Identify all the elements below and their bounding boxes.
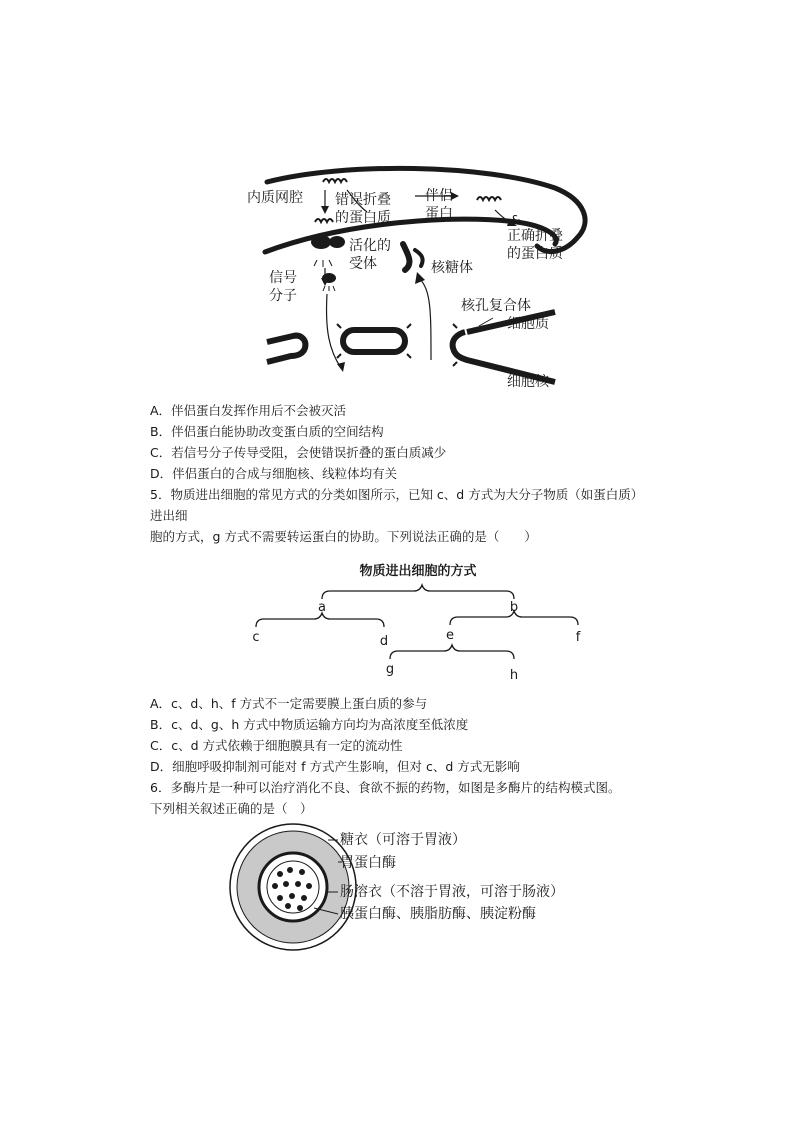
tree-node-b: b: [509, 600, 519, 615]
q6-stem-2: 下列相关叙述正确的是（ ）: [150, 801, 313, 816]
label-signal-2: 分子: [269, 288, 297, 304]
q4-option-c: C．若信号分子传导受阻，会使错误折叠的蛋白质减少: [150, 445, 447, 460]
tree-node-a: a: [318, 600, 326, 615]
svg-text:&: &: [511, 213, 521, 227]
label-er: 内质网腔: [247, 190, 303, 206]
label-pancreatic-enzymes: 胰蛋白酶、胰脂肪酶、胰淀粉酶: [340, 906, 536, 922]
label-misfold-1: 错误折叠: [335, 192, 391, 208]
label-chaperone-2: 蛋白: [425, 206, 453, 222]
q5-stem-1: 5．物质进出细胞的常见方式的分类如图所示，已知 c、d 方式为大分子物质（如蛋白质）: [150, 487, 644, 502]
label-chaperone-1: 伴侣: [425, 188, 453, 204]
label-nucleus: 细胞核: [507, 374, 549, 390]
label-enteric-coat: 肠溶衣（不溶于胃液，可溶于肠液）: [340, 884, 564, 900]
er-chaperone-diagram: [247, 160, 600, 395]
label-activated-2: 受体: [349, 256, 377, 272]
tree-node-h: h: [509, 668, 519, 683]
q5-option-a: A．c、d、h、f 方式不一定需要膜上蛋白质的参与: [150, 696, 428, 711]
label-sugar-coat: 糖衣（可溶于胃液）: [340, 832, 466, 848]
tree-title: 物质进出细胞的方式: [359, 564, 477, 579]
q5-option-d: D．细胞呼吸抑制剂可能对 f 方式产生影响，但对 c、d 方式无影响: [150, 759, 520, 774]
label-ribosome: 核糖体: [431, 260, 473, 276]
label-cytoplasm: 细胞质: [507, 316, 549, 332]
q4-option-b: B．伴侣蛋白能协助改变蛋白质的空间结构: [150, 424, 384, 439]
q5-option-c: C．c、d 方式依赖于细胞膜具有一定的流动性: [150, 738, 403, 753]
label-npc: 核孔复合体: [461, 298, 531, 314]
tree-node-f: f: [575, 630, 581, 645]
q4-option-d: D．伴侣蛋白的合成与细胞核、线粒体均有关: [150, 466, 398, 481]
multi-enzyme-tablet-diagram: [230, 822, 630, 957]
tree-node-c: c: [252, 630, 260, 645]
tree-node-g: g: [385, 662, 395, 677]
label-misfold-2: 的蛋白质: [335, 210, 391, 226]
tree-node-e: e: [446, 628, 454, 643]
q6-stem-1: 6．多酶片是一种可以治疗消化不良、食欲不振的药物，如图是多酶片的结构模式图。: [150, 780, 621, 795]
q4-option-a: A．伴侣蛋白发挥作用后不会被灭活: [150, 403, 347, 418]
label-activated-1: 活化的: [349, 238, 391, 254]
q5-stem-3: 胞的方式，g 方式不需要转运蛋白的协助。下列说法正确的是（ ）: [150, 529, 537, 544]
tree-node-d: d: [379, 634, 389, 649]
label-pepsin: 胃蛋白酶: [340, 855, 396, 871]
label-correct-1: 正确折叠: [507, 228, 563, 244]
transport-classification-tree: [240, 555, 600, 685]
label-correct-2: 的蛋白质: [507, 246, 563, 262]
q5-option-b: B．c、d、g、h 方式中物质运输方向均为高浓度至低浓度: [150, 717, 469, 732]
label-signal-1: 信号: [269, 270, 297, 286]
q5-stem-2: 进出细: [150, 508, 188, 523]
